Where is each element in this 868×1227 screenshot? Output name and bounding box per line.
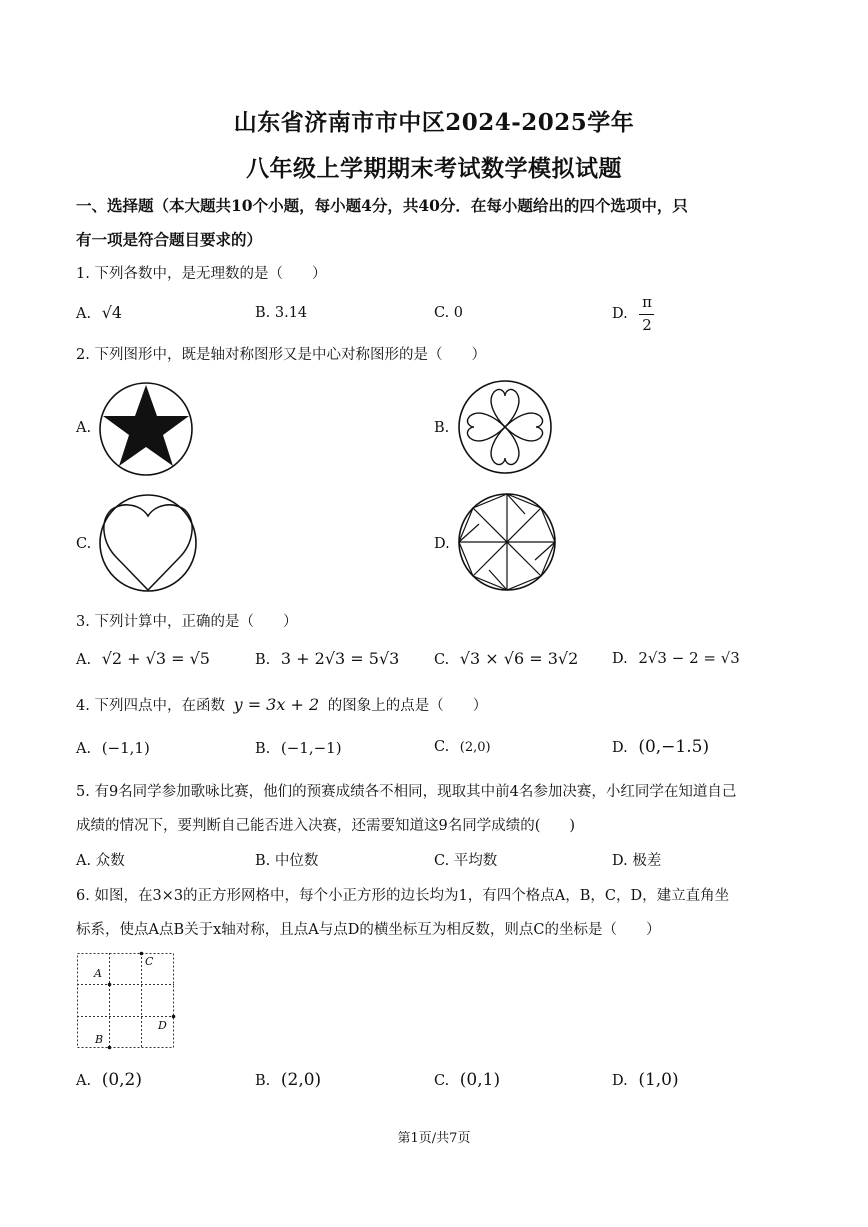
q4-stem-prefix: 4. 下列四点中，在函数 — [76, 698, 225, 714]
q3-option-a-expr: √2 + √3 = √5 — [101, 649, 210, 668]
q5-option-b-label: B. — [255, 853, 271, 869]
q6-option-c-label: C. — [434, 1073, 450, 1089]
q1-option-b-expr: 3.14 — [274, 305, 308, 321]
q5-option-d-label: D. — [612, 853, 628, 869]
q1-option-c-expr: 0 — [453, 305, 464, 321]
q1-option-b-label: B. — [255, 305, 271, 321]
section1-heading-line2: 有一项是符合题目要求的） — [76, 230, 263, 249]
q6-option-b — [255, 1070, 321, 1090]
q6-option-a-expr: (0,2) — [101, 1070, 143, 1090]
q6-option-c-expr: (0,1) — [459, 1070, 501, 1090]
q4-stem-suffix: 的图象上的点是（ ） — [327, 698, 488, 714]
section1-heading-line1: 一、选择题（本大题共10个小题，每小题4分，共40分．在每小题给出的四个选项中，只 — [76, 196, 688, 215]
point-c-dot — [140, 952, 144, 956]
star-in-circle-figure — [98, 382, 196, 476]
q3-option-d-label: D. — [612, 651, 628, 667]
q1-option-b — [255, 305, 307, 321]
q6-option-d-expr: (1,0) — [638, 1070, 679, 1090]
pinwheel-in-circle-figure — [455, 492, 559, 592]
point-d-dot — [172, 1015, 176, 1019]
q1-option-c-label: C. — [434, 305, 450, 321]
q3-option-d-expr: 2√3 − 2 = √3 — [638, 649, 740, 667]
q2-option-d-label: D. — [434, 536, 450, 552]
q3-option-a — [76, 649, 210, 668]
q6-option-b-label: B. — [255, 1073, 271, 1089]
heart-in-circle-figure — [97, 494, 199, 592]
q5-option-a — [76, 849, 125, 870]
q3-option-c-expr: √3 × √6 = 3√2 — [459, 649, 579, 668]
q4-option-b — [255, 739, 342, 757]
q1-stem: 1. 下列各数中，是无理数的是（ ） — [76, 266, 327, 282]
q5-stem-line2: 成绩的情况下，要判断自己能否进入决赛，还需要知道这9名同学成绩的( ) — [76, 818, 576, 834]
q3-option-b — [255, 649, 399, 668]
q6-stem-line2: 标系，使点A点B关于x轴对称，且点A与点D的横坐标互为相反数，则点C的坐标是（ ） — [76, 922, 661, 938]
four-leaf-circle-figure — [456, 380, 554, 474]
q5-option-d-text: 极差 — [632, 853, 662, 869]
q6-option-b-expr: (2,0) — [280, 1070, 322, 1090]
grid-label-c: C — [145, 955, 154, 968]
q1-option-a — [76, 303, 122, 322]
q6-option-a — [76, 1070, 142, 1090]
exam-title-line1: 山东省济南市市中区2024-2025学年 — [233, 109, 635, 136]
q4-option-d-label: D. — [612, 740, 628, 756]
page-footer: 第1页/共7页 — [397, 1131, 471, 1146]
q3-option-c-label: C. — [434, 652, 450, 668]
q4-option-b-label: B. — [255, 741, 271, 757]
q4-option-c — [434, 739, 491, 755]
point-b-dot — [108, 1046, 112, 1050]
q3-option-b-expr: 3 + 2√3 = 5√3 — [280, 649, 400, 668]
point-a-dot — [108, 983, 112, 987]
q6-stem-line1: 6. 如图，在3×3的正方形网格中，每个小正方形的边长均为1，有四个格点A，B，C，D，建立直角坐 — [76, 888, 730, 904]
grid-label-b: B — [95, 1033, 104, 1046]
q6-option-a-label: A. — [76, 1073, 92, 1089]
q1-option-d-numerator: π — [642, 293, 652, 311]
q1-option-d-denominator: 2 — [642, 316, 652, 334]
q5-stem-line1: 5. 有9名同学参加歌咏比赛，他们的预赛成绩各不相同，现取其中前4名参加决赛，小红同学在知道自己 — [76, 784, 737, 800]
q3-option-d — [612, 649, 740, 667]
q2-option-a-label: A. — [76, 420, 92, 436]
q2-stem: 2. 下列图形中，既是轴对称图形又是中心对称图形的是（ ） — [76, 347, 486, 363]
q5-option-a-label: A. — [76, 853, 92, 869]
q5-option-c-label: C. — [434, 853, 450, 869]
q4-option-a-label: A. — [76, 741, 92, 757]
q3-option-c — [434, 649, 578, 668]
q3-option-a-label: A. — [76, 652, 92, 668]
q5-option-d — [612, 849, 661, 870]
q6-option-d — [612, 1070, 679, 1090]
q2-option-b-label: B. — [434, 420, 450, 436]
q1-option-d-label: D. — [612, 306, 628, 322]
q1-option-a-expr: √4 — [101, 303, 123, 322]
grid-label-a: A — [94, 967, 102, 980]
q4-stem — [76, 694, 487, 715]
grid-3x3-figure — [77, 953, 175, 1049]
q4-option-a — [76, 739, 150, 757]
q4-option-b-expr: (−1,−1) — [280, 739, 342, 757]
q5-option-c — [434, 849, 497, 870]
exam-title-line2: 八年级上学期期末考试数学模拟试题 — [246, 155, 622, 182]
grid-label-d: D — [158, 1019, 167, 1032]
q6-option-c — [434, 1070, 500, 1090]
q2-option-c-label: C. — [76, 536, 92, 552]
q4-function-expr: y = 3x + 2 — [233, 695, 320, 714]
q4-option-a-expr: (−1,1) — [101, 739, 150, 757]
q4-option-c-expr: (2,0) — [459, 740, 491, 755]
q5-option-b — [255, 849, 318, 870]
q5-option-a-text: 众数 — [95, 853, 125, 869]
q1-option-c — [434, 305, 463, 321]
q5-option-b-text: 中位数 — [274, 853, 319, 869]
q3-option-b-label: B. — [255, 652, 271, 668]
q1-option-a-label: A. — [76, 306, 92, 322]
q4-option-d-expr: (0,−1.5) — [638, 737, 710, 757]
q4-option-d — [612, 737, 709, 757]
q3-stem: 3. 下列计算中，正确的是（ ） — [76, 614, 298, 630]
q5-option-c-text: 平均数 — [453, 853, 498, 869]
q4-option-c-label: C. — [434, 739, 450, 755]
q1-option-d-fraction-bar — [639, 314, 654, 315]
q6-option-d-label: D. — [612, 1073, 628, 1089]
